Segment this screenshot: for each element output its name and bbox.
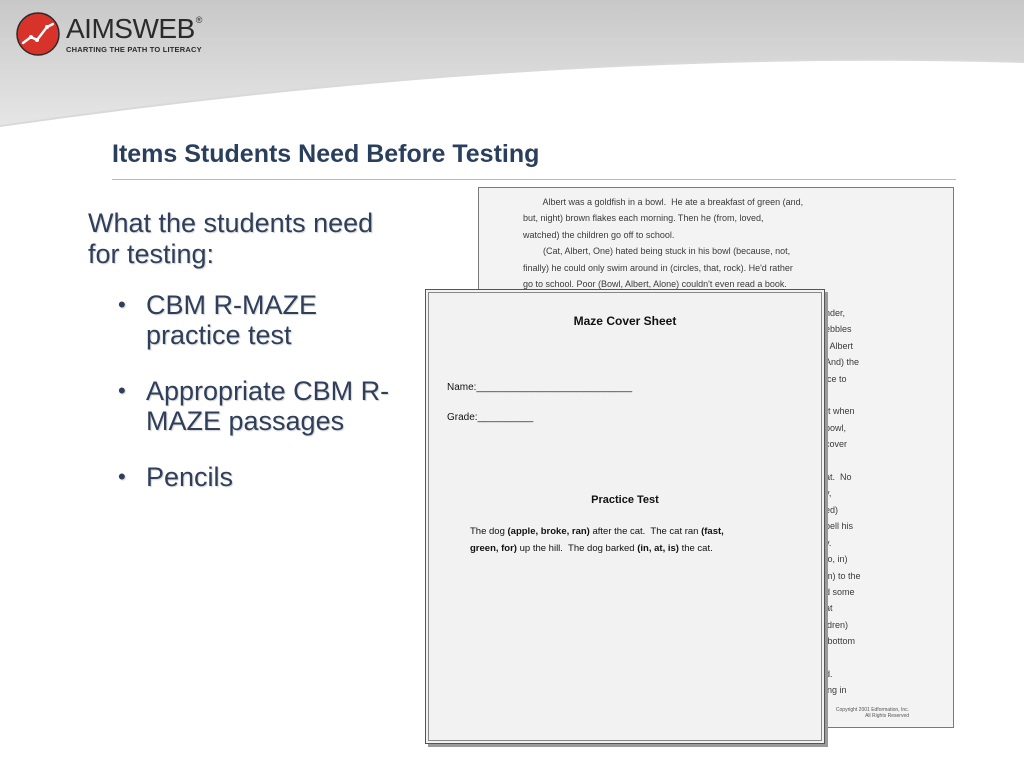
passage-fragment	[825, 387, 945, 403]
passage-fragment: ing in	[825, 685, 847, 696]
name-field: Name:____________________________	[447, 382, 633, 393]
bullet-text: Pencils	[146, 462, 234, 492]
aimsweb-logo	[16, 12, 202, 56]
practice-choice: green, for)	[470, 542, 517, 554]
grade-field: Grade:__________	[447, 412, 534, 423]
passage-fragment	[825, 453, 945, 469]
passage-fragment: pell his	[825, 521, 854, 532]
practice-choice: (in, at, is)	[637, 542, 679, 554]
bullet-glyph: •	[118, 378, 126, 403]
logo-tagline: CHARTING THE PATH TO LITERACY	[66, 44, 202, 54]
logo-aims: AIMS	[66, 12, 133, 44]
bullet-item	[114, 290, 404, 350]
passage-fragment: y.	[825, 537, 832, 548]
passage-fragment: ed)	[825, 504, 839, 515]
copyright-line: Copyright 2001 Edformation, Inc.	[835, 707, 909, 713]
passage-fragment: d.	[825, 668, 833, 679]
bullet-glyph: •	[118, 292, 126, 317]
practice-test-title: Practice Test	[591, 494, 659, 506]
passage-fragment: d some	[825, 586, 855, 597]
passage-fragment: bottom	[825, 636, 856, 647]
maze-passage-lines	[523, 194, 943, 292]
practice-text: The dog	[470, 526, 508, 537]
bullet-text: CBM R-MAZE practice test	[146, 290, 317, 350]
passage-line: (Cat, Albert, One) hated being stuck in his bowl (because, not,	[523, 246, 791, 257]
slide-title: Items Students Need Before Testing	[112, 140, 540, 168]
intro-text: What the students need for testing:	[88, 208, 374, 269]
sheet-inner-border	[428, 292, 822, 741]
maze-passage-visible-fragments	[825, 305, 945, 699]
practice-text: up the hill. The dog barked	[516, 542, 638, 554]
practice-text: after the cat. The cat ran	[589, 526, 702, 537]
passage-fragment: rt when	[825, 406, 855, 417]
title-divider	[112, 179, 956, 180]
bullet-item	[114, 462, 404, 492]
maze-cover-sheet	[425, 289, 825, 744]
passage-fragment: bowl,	[825, 422, 847, 433]
passage-fragment: ldren)	[825, 619, 849, 630]
passage-fragment: m) to the	[825, 570, 861, 581]
logo-registered-mark: ®	[195, 14, 202, 25]
bullet-item	[114, 376, 404, 436]
passage-line: finally) he could only swim around in (circles, that, rock). He'd rather	[523, 262, 793, 273]
practice-text: the cat.	[678, 542, 713, 554]
bullet-text: Appropriate CBM R-MAZE passages	[146, 376, 390, 436]
passage-fragment: And) the	[825, 357, 860, 368]
passage-fragment: t Albert	[825, 340, 854, 351]
bullet-list	[114, 290, 404, 518]
passage-fragment: to, in)	[825, 554, 848, 565]
copyright-note	[836, 707, 909, 719]
passage-fragment	[825, 650, 945, 666]
cover-sheet-title: Maze Cover Sheet	[573, 314, 677, 328]
logo-chart-icon	[16, 12, 60, 56]
passage-fragment: ebbles	[825, 324, 852, 335]
passage-fragment: nder,	[825, 308, 846, 318]
passage-fragment: cover	[825, 439, 848, 450]
passage-fragment: at	[825, 603, 833, 614]
copyright-line: All Rights Reserved	[865, 713, 909, 719]
passage-line: go to school. Poor (Bowl, Albert, Alone) couldn't even read a book.	[523, 279, 787, 290]
passage-line: but, night) brown flakes each morning. Then he (from, loved,	[523, 213, 764, 224]
practice-test-passage	[470, 524, 790, 557]
logo-wordmark	[66, 12, 202, 44]
passage-fragment: y,	[825, 488, 832, 499]
practice-choice: (fast,	[701, 526, 724, 537]
passage-line: Albert was a goldfish in a bowl. He ate a breakfast of green (and,	[523, 197, 804, 207]
passage-fragment: at. No	[825, 472, 852, 483]
bullet-glyph: •	[118, 464, 126, 489]
practice-choice: (apple, broke, ran)	[507, 526, 590, 537]
logo-web: WEB	[132, 12, 195, 44]
passage-line: watched) the children go off to school.	[523, 229, 675, 240]
passage-fragment: ice to	[825, 373, 847, 384]
